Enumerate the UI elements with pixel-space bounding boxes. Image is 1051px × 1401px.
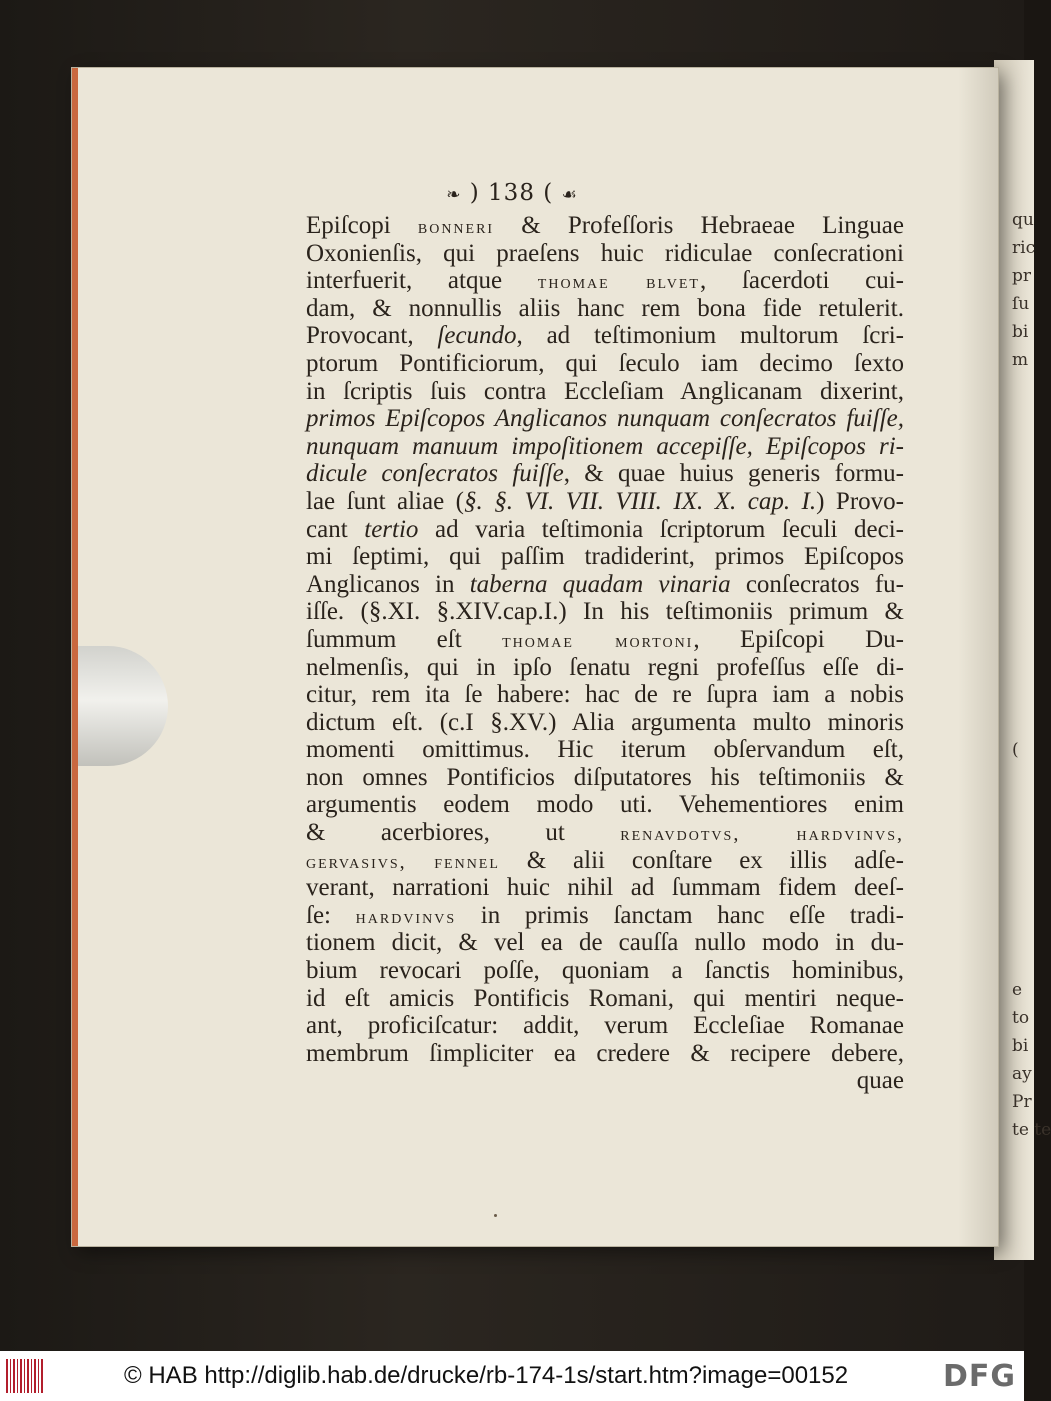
text-run: dictum eſt. (c.I §.XV.) Alia argumenta multo minoris <box>306 708 904 736</box>
text-line <box>306 1040 904 1068</box>
paper-speck <box>494 1214 497 1217</box>
text-line <box>306 267 904 295</box>
text-line <box>306 957 904 985</box>
text-run: verant, narrationi huic nihil ad ſummam fidem deeſ- <box>306 874 904 902</box>
header-paren-left: ) <box>469 180 480 206</box>
text-run: , ad teſtimonium multorum ſcri- <box>516 322 904 350</box>
page-header <box>0 180 1024 206</box>
catchword: quae <box>856 1067 904 1095</box>
body-text <box>306 212 904 1095</box>
text-run: ptorum Pontificiorum, qui ſeculo iam decimo ſexto <box>306 349 904 377</box>
barcode-icon <box>6 1359 44 1393</box>
text-run: ad varia teſtimonia ſcriptorum ſeculi deci- <box>418 515 905 543</box>
text-line <box>306 1012 904 1040</box>
next-page-fragment: bi <box>1012 1036 1029 1056</box>
text-run: Anglicanos in <box>306 570 470 598</box>
text-run: taberna quadam vinaria <box>469 570 731 598</box>
dfg-logo: DFG <box>942 1359 1016 1394</box>
text-run: renavdotvs, hardvinvs, <box>620 823 904 846</box>
copyright-link[interactable]: © HAB http://diglib.hab.de/drucke/rb-174-1s/start.htm?image=00152 <box>124 1362 849 1389</box>
text-line <box>306 736 904 764</box>
text-run: gervasivs, fennel <box>306 850 500 873</box>
text-line <box>306 654 904 682</box>
text-run: nelmenſis, qui in ipſo ſenatu regni profeſſus eſſe di- <box>306 653 904 681</box>
text-run: ſummum eſt <box>306 625 503 653</box>
text-run: dicule conſecratos fuiſſe <box>306 460 564 488</box>
text-line <box>306 460 904 488</box>
text-run: interfuerit, atque <box>306 267 538 295</box>
header-paren-right: ( <box>543 180 554 206</box>
page-number: 138 <box>488 180 535 206</box>
text-line <box>306 571 904 599</box>
text-run: & alii conſtare ex illis adſe- <box>499 846 904 874</box>
text-run: id eſt amicis Pontificis Romani, qui mentiri neque- <box>306 984 904 1012</box>
text-run: argumentis eodem modo uti. Vehementiores enim <box>306 791 904 819</box>
next-page-fragment: pr <box>1012 266 1032 286</box>
text-run: hardvinvs <box>355 905 457 928</box>
next-page-fragment: ſu <box>1012 294 1030 314</box>
text-run: tionem dicit, & vel ea de cauſſa nullo modo in du- <box>306 929 904 957</box>
text-run: Oxonienſis, qui praeſens huic ridiculae conſecrationi <box>306 239 904 267</box>
text-line <box>306 791 904 819</box>
text-run: non omnes Pontificios diſputatores his teſtimoniis & <box>306 763 904 791</box>
next-page-fragment: to <box>1012 1008 1030 1028</box>
text-run: tertio <box>364 515 419 543</box>
text-run: Epiſcopi <box>306 212 418 239</box>
text-run: bium revocari poſſe, quoniam a ſanctis hominibus, <box>306 957 904 985</box>
next-page-edge <box>994 60 1051 1260</box>
text-run: citur, rem ita ſe habere: hac de re ſupra iam a nobis <box>306 681 904 709</box>
next-page-fragment: ay <box>1012 1064 1032 1084</box>
next-page-fragment: qu <box>1012 210 1034 230</box>
text-run: bonneri <box>417 216 495 238</box>
text-run: lae ſunt aliae ( <box>306 487 464 515</box>
text-run: nunquam manuum impoſitionem accepiſſe, Epiſcopos ri- <box>306 432 904 460</box>
text-run: , ſacerdoti cui- <box>699 267 905 295</box>
text-run: primos Epiſcopos Anglicanos nunquam conſecratos fuiſſe, <box>306 405 904 433</box>
text-run: & acerbiores, ut <box>306 819 621 847</box>
next-page-fragment: Pr <box>1012 1092 1032 1112</box>
text-line <box>306 240 904 268</box>
text-line <box>306 709 904 737</box>
next-page-fragment: ric <box>1012 238 1036 258</box>
text-run: thomae mortoni <box>502 629 694 652</box>
next-page-fragment: ( <box>1012 740 1019 760</box>
text-run: dam, & nonnullis aliis hanc rem bona fide retulerit. <box>306 294 904 322</box>
text-line <box>306 350 904 378</box>
next-page-fragment: e <box>1012 980 1023 1000</box>
text-line <box>306 764 904 792</box>
text-line <box>306 405 904 433</box>
text-run: iſſe. (§.XI. §.XIV.cap.I.) In his teſtimoniis primum & <box>306 598 904 626</box>
text-line <box>306 516 904 544</box>
text-run: & Profeſſoris Hebraeae Linguae <box>494 212 904 239</box>
text-line <box>306 488 904 516</box>
text-run: cant <box>306 515 365 543</box>
text-run: ſecundo <box>437 322 517 350</box>
text-line <box>306 847 904 875</box>
header-ornament-left: ❧ <box>446 185 462 205</box>
text-run: mi ſeptimi, qui paſſim tradiderint, primos Epiſcopos <box>306 543 904 571</box>
header-ornament-right: ☙ <box>561 185 578 205</box>
text-line <box>306 626 904 654</box>
next-page-fragment: m <box>1012 350 1029 370</box>
text-run: momenti omittimus. Hic iterum obſervandum eſt, <box>306 736 904 764</box>
next-page-fragment: te te <box>1012 1120 1051 1140</box>
text-run: ant, proficiſcatur: addit, verum Eccleſiae Romanae <box>306 1012 904 1040</box>
text-line <box>306 433 904 461</box>
text-line <box>306 212 904 240</box>
text-line <box>306 681 904 709</box>
text-line <box>306 902 904 930</box>
text-line <box>306 929 904 957</box>
text-run: ſe: <box>306 901 356 929</box>
text-run: conſecratos fu- <box>730 570 905 598</box>
text-line <box>306 378 904 406</box>
text-run: membrum ſimpliciter ea credere & recipere debere, <box>306 1039 904 1067</box>
text-line <box>306 543 904 571</box>
footer <box>0 1351 1024 1401</box>
text-line <box>306 985 904 1013</box>
text-run: ) Provo- <box>816 487 904 515</box>
text-line <box>306 874 904 902</box>
text-run: , Epiſcopi Du- <box>693 625 904 653</box>
text-run: §. §. VI. VII. VIII. IX. X. cap. I. <box>463 487 817 515</box>
text-line <box>306 598 904 626</box>
text-run: , & quae huius generis formu- <box>563 460 904 488</box>
text-line <box>306 819 904 847</box>
text-run: in ſcriptis ſuis contra Eccleſiam Anglicanam dixerint, <box>306 377 904 405</box>
text-run: in primis ſanctam hanc eſſe tradi- <box>456 901 904 929</box>
text-line <box>306 295 904 323</box>
text-run: Provocant, <box>306 322 438 350</box>
next-page-fragment: bi <box>1012 322 1029 342</box>
text-line <box>306 322 904 350</box>
text-run: thomae blvet <box>537 271 700 294</box>
page-clamp <box>78 646 168 766</box>
